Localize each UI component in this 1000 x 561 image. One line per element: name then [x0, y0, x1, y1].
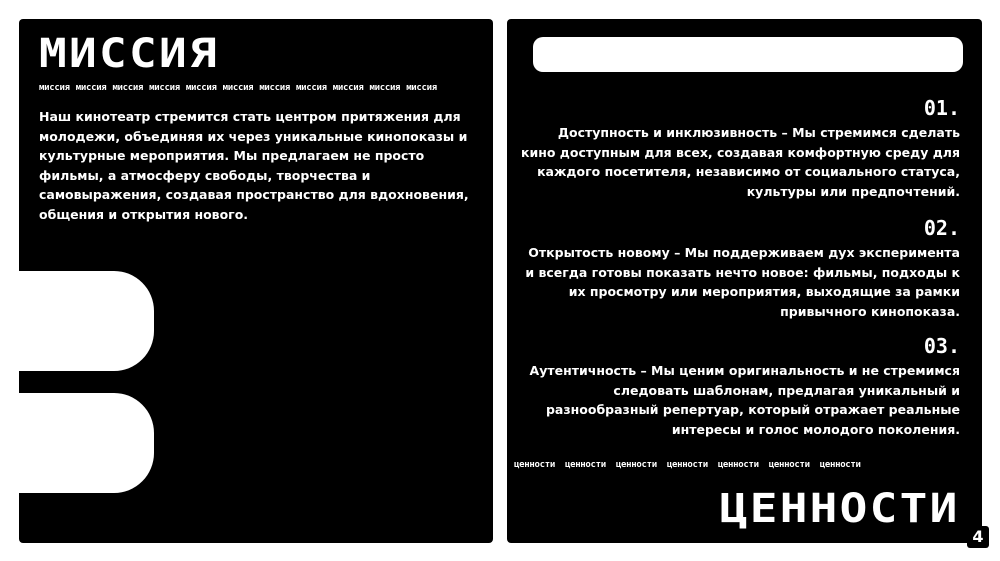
values-repeat-word: ценности: [768, 460, 810, 470]
mission-repeat-word: миссия: [149, 83, 180, 93]
values-repeat-word: ценности: [819, 460, 861, 470]
value-number: 02.: [923, 216, 960, 240]
value-item: [520, 97, 960, 201]
mission-repeat-word: миссия: [185, 83, 217, 93]
values-panel: [507, 19, 982, 543]
mission-repeat-word: миссия: [369, 83, 401, 93]
values-repeat-word: ценности: [615, 460, 657, 470]
mission-description: Наш кинотеатр стремится стать центром притяжения для молодежи, объединяя их через уникальные кинопоказы и культурные мероприятия. Мы предлагаем не просто фильмы, а атмосферу свободы, творчества и самовыражения, создавая пространство для вдохновения, общения и открытия нового.: [39, 109, 469, 222]
mission-repeat-word: миссия: [332, 83, 364, 93]
values-repeat-word: ценности: [564, 460, 606, 470]
mission-repeat-word: миссия: [406, 83, 437, 93]
value-number: 01.: [923, 96, 960, 120]
mission-repeat-row: [39, 83, 437, 93]
value-item: [520, 335, 960, 439]
values-repeat-row: [514, 460, 861, 470]
mission-repeat-word: миссия: [112, 83, 144, 93]
value-text: Открытость новому – Мы поддерживаем дух эксперимента и всегда готовы показать нечто новое: фильмы, подходы к их просмотру или мероприятия, выходящие за рамки привычного кинопоказа.: [525, 245, 960, 319]
values-repeat-word: ценности: [514, 460, 555, 470]
value-number: 03.: [923, 334, 960, 358]
mission-repeat-word: миссия: [222, 83, 254, 93]
decorative-shape: [19, 393, 154, 493]
mission-repeat-word: миссия: [75, 83, 107, 93]
mission-repeat-word: миссия: [259, 83, 291, 93]
search-input[interactable]: [533, 37, 963, 72]
mission-title: МИССИЯ: [39, 31, 219, 77]
values-title: ЦЕННОСТИ: [720, 486, 960, 532]
values-repeat-word: ценности: [666, 460, 708, 470]
value-text: Аутентичность – Мы ценим оригинальность и не стремимся следовать шаблонам, предлагая уникальный и разнообразный репертуар, который отражает реальные интересы и голос молодого поколения.: [529, 363, 960, 437]
decorative-shape: [19, 271, 154, 371]
value-item: [520, 217, 960, 321]
mission-repeat-word: миссия: [296, 83, 327, 93]
mission-repeat-word: миссия: [39, 83, 70, 93]
mission-panel: [19, 19, 493, 543]
page-number: 4: [967, 526, 989, 548]
values-repeat-word: ценности: [717, 460, 759, 470]
value-text: Доступность и инклюзивность – Мы стремимся сделать кино доступным для всех, создавая комфортную среду для каждого посетителя, независимо от социального статуса, культуры или предпочтений.: [520, 125, 960, 199]
